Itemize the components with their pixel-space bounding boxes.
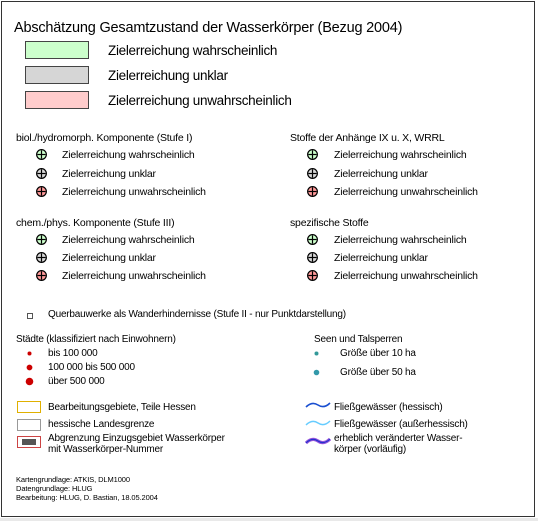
bio-item-1: Zielerreichung wahrscheinlich <box>62 149 195 161</box>
lake-dot-icon <box>314 351 319 356</box>
chem-item-1: Zielerreichung wahrscheinlich <box>62 234 195 246</box>
staedte-heading: Städte (klassifiziert nach Einwohnern) <box>16 334 176 345</box>
circle-cross-icon <box>307 270 318 281</box>
querbauwerke-label: Querbauwerke als Wanderhindernisse (Stufe II - nur Punktdarstellung) <box>48 309 346 320</box>
landesgrenze-swatch <box>17 419 41 431</box>
section-heading-spez: spezifische Stoffe <box>290 217 369 229</box>
gewaesser-item-3: erheblich veränderter Wasser- <box>334 433 463 444</box>
red-dot-icon <box>25 377 34 386</box>
circle-cross-icon <box>36 168 47 179</box>
circle-cross-icon <box>307 186 318 197</box>
circle-cross-icon <box>36 252 47 263</box>
circle-cross-icon <box>36 186 47 197</box>
seen-heading: Seen und Talsperren <box>314 334 403 345</box>
footer-kartengrundlage: Kartengrundlage: ATKIS, DLM1000 <box>16 475 130 484</box>
stoffe-item-2: Zielerreichung unklar <box>334 168 428 180</box>
spez-item-1: Zielerreichung wahrscheinlich <box>334 234 467 246</box>
swatch-unklar <box>25 66 89 84</box>
lake-dot-icon <box>313 369 320 376</box>
spez-item-2: Zielerreichung unklar <box>334 252 428 264</box>
legend-title: Abschätzung Gesamtzustand der Wasserkörper (Bezug 2004) <box>14 20 403 36</box>
gewaesser-item-4: körper (vorläufig) <box>334 444 406 455</box>
grenzen-item-1: Bearbeitungsgebiete, Teile Hessen <box>48 402 196 413</box>
staedte-item-3: über 500 000 <box>48 376 105 387</box>
circle-cross-icon <box>36 270 47 281</box>
section-heading-chem: chem./phys. Komponente (Stufe III) <box>16 217 175 229</box>
circle-cross-icon <box>307 168 318 179</box>
red-dot-icon <box>27 351 32 356</box>
chem-item-3: Zielerreichung unwahrscheinlich <box>62 270 206 282</box>
circle-cross-icon <box>36 149 47 160</box>
stoffe-item-1: Zielerreichung wahrscheinlich <box>334 149 467 161</box>
spez-item-3: Zielerreichung unwahrscheinlich <box>334 270 478 282</box>
small-square-icon <box>27 313 33 319</box>
wave-line-icon <box>305 435 331 447</box>
wave-line-icon <box>305 400 331 410</box>
section-heading-bio: biol./hydromorph. Komponente (Stufe I) <box>16 132 193 144</box>
staedte-item-1: bis 100 000 <box>48 348 98 359</box>
footer-bearbeitung: Bearbeitung: HLUG, D. Bastian, 18.05.2004 <box>16 493 158 502</box>
circle-cross-icon <box>307 234 318 245</box>
circle-cross-icon <box>307 149 318 160</box>
grenzen-item-3: Abgrenzung Einzugsgebiet Wasserkörper <box>48 433 225 444</box>
bearbeitungsgebiet-swatch <box>17 401 41 413</box>
wasserkoerper-nummer-badge <box>22 439 36 445</box>
grenzen-item-4: mit Wasserkörper-Nummer <box>48 444 164 455</box>
wave-line-icon <box>305 418 331 428</box>
staedte-item-2: 100 000 bis 500 000 <box>48 362 135 373</box>
gewaesser-item-1: Fließgewässer (hessisch) <box>334 402 443 413</box>
swatch-wahrscheinlich <box>25 41 89 59</box>
legend-label-unklar: Zielerreichung unklar <box>108 68 228 83</box>
gewaesser-item-2: Fließgewässer (außerhessisch) <box>334 419 468 430</box>
legend-label-unwahrscheinlich: Zielerreichung unwahrscheinlich <box>108 93 292 108</box>
circle-cross-icon <box>36 234 47 245</box>
circle-cross-icon <box>307 252 318 263</box>
legend-label-wahrscheinlich: Zielerreichung wahrscheinlich <box>108 43 278 58</box>
footer-datengrundlage: Datengrundlage: HLUG <box>16 484 93 493</box>
bio-item-2: Zielerreichung unklar <box>62 168 156 180</box>
seen-item-2: Größe über 50 ha <box>340 367 416 378</box>
chem-item-2: Zielerreichung unklar <box>62 252 156 264</box>
seen-item-1: Größe über 10 ha <box>340 348 416 359</box>
grenzen-item-2: hessische Landesgrenze <box>48 419 155 430</box>
swatch-unwahrscheinlich <box>25 91 89 109</box>
stoffe-item-3: Zielerreichung unwahrscheinlich <box>334 186 478 198</box>
section-heading-stoffe: Stoffe der Anhänge IX u. X, WRRL <box>290 132 445 144</box>
red-dot-icon <box>26 364 33 371</box>
bio-item-3: Zielerreichung unwahrscheinlich <box>62 186 206 198</box>
